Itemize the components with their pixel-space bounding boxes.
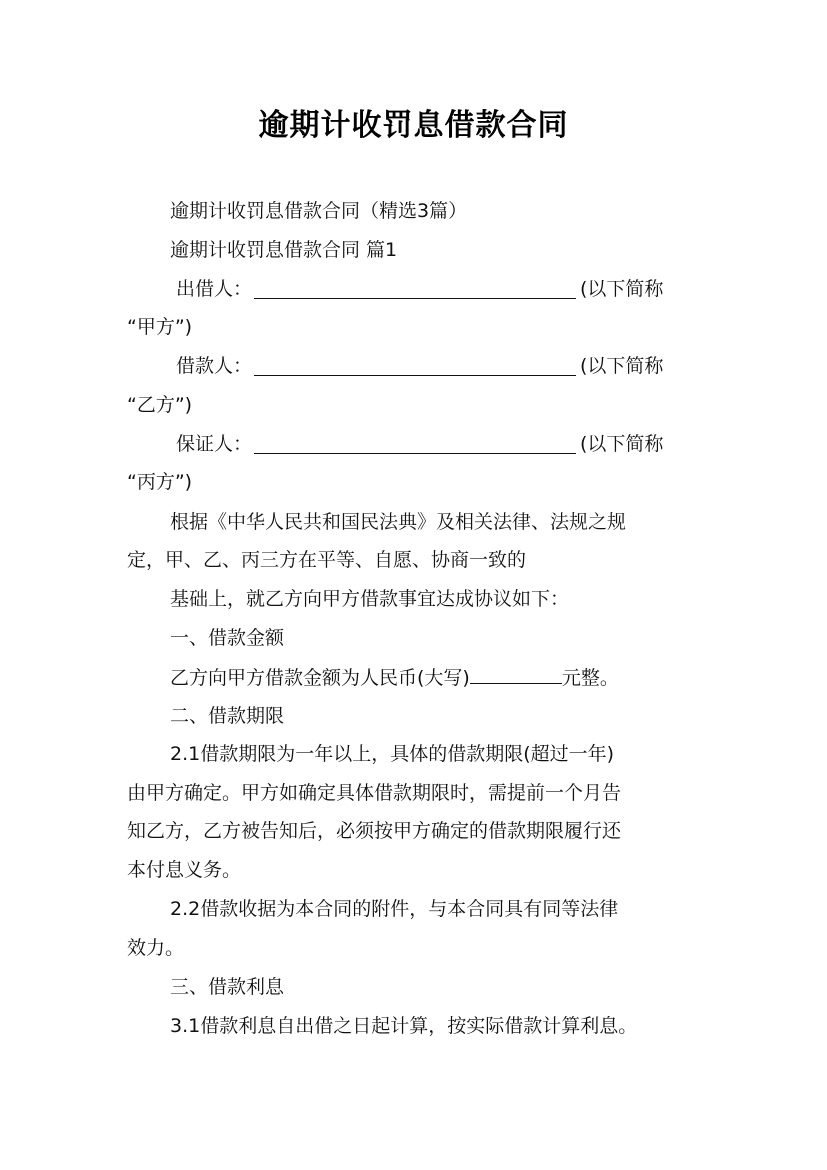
party-label: 借款人： bbox=[176, 355, 253, 377]
blank-underline bbox=[254, 433, 576, 454]
document-title: 逾期计收罚息借款合同 bbox=[258, 108, 569, 143]
clause-line: 2.1借款期限为一年以上，具体的借款期限(超过一年) bbox=[170, 743, 615, 765]
blank-underline bbox=[254, 355, 576, 376]
party-alias: “甲方”) bbox=[127, 316, 193, 338]
party-suffix: (以下简称 bbox=[580, 355, 664, 377]
blank-underline bbox=[254, 278, 576, 299]
clause-line: 知乙方，乙方被告知后，必须按甲方确定的借款期限履行还 bbox=[127, 820, 622, 842]
section-heading: 二、借款期限 bbox=[170, 705, 285, 727]
section1-amount-line bbox=[170, 663, 619, 691]
party-borrower-line bbox=[176, 353, 700, 379]
party-label: 保证人： bbox=[176, 433, 253, 455]
clause-line: 2.2借款收据为本合同的附件，与本合同具有同等法律 bbox=[170, 898, 619, 920]
intro-paragraph-line: 定，甲、乙、丙三方在平等、自愿、协商一致的 bbox=[127, 549, 527, 571]
clause-line: 效力。 bbox=[127, 937, 185, 959]
chapter-heading: 逾期计收罚息借款合同 篇1 bbox=[170, 239, 398, 261]
clause-line: 本付息义务。 bbox=[127, 859, 242, 881]
intro-paragraph-line: 基础上，就乙方向甲方借款事宜达成协议如下： bbox=[170, 588, 570, 610]
party-label: 出借人： bbox=[176, 278, 253, 300]
clause-line: 由甲方确定。甲方如确定具体借款期限时，需提前一个月告 bbox=[127, 782, 622, 804]
amount-text-suffix: 元整。 bbox=[561, 667, 619, 689]
party-suffix: (以下简称 bbox=[580, 433, 664, 455]
blank-underline bbox=[470, 663, 562, 684]
section-heading: 三、借款利息 bbox=[170, 976, 285, 998]
party-suffix: (以下简称 bbox=[580, 278, 664, 300]
party-alias: “丙方”) bbox=[127, 471, 193, 493]
amount-text-prefix: 乙方向甲方借款金额为人民币(大写) bbox=[170, 667, 470, 689]
party-alias: “乙方”) bbox=[127, 394, 193, 416]
document-subtitle: 逾期计收罚息借款合同（精选3篇） bbox=[170, 200, 468, 222]
section-heading: 一、借款金额 bbox=[170, 627, 285, 649]
party-lender-line bbox=[176, 276, 700, 302]
intro-paragraph-line: 根据《中华人民共和国民法典》及相关法律、法规之规 bbox=[170, 511, 627, 533]
party-guarantor-line bbox=[176, 431, 700, 457]
clause-line: 3.1借款利息自出借之日起计算，按实际借款计算利息。 bbox=[170, 1015, 638, 1037]
